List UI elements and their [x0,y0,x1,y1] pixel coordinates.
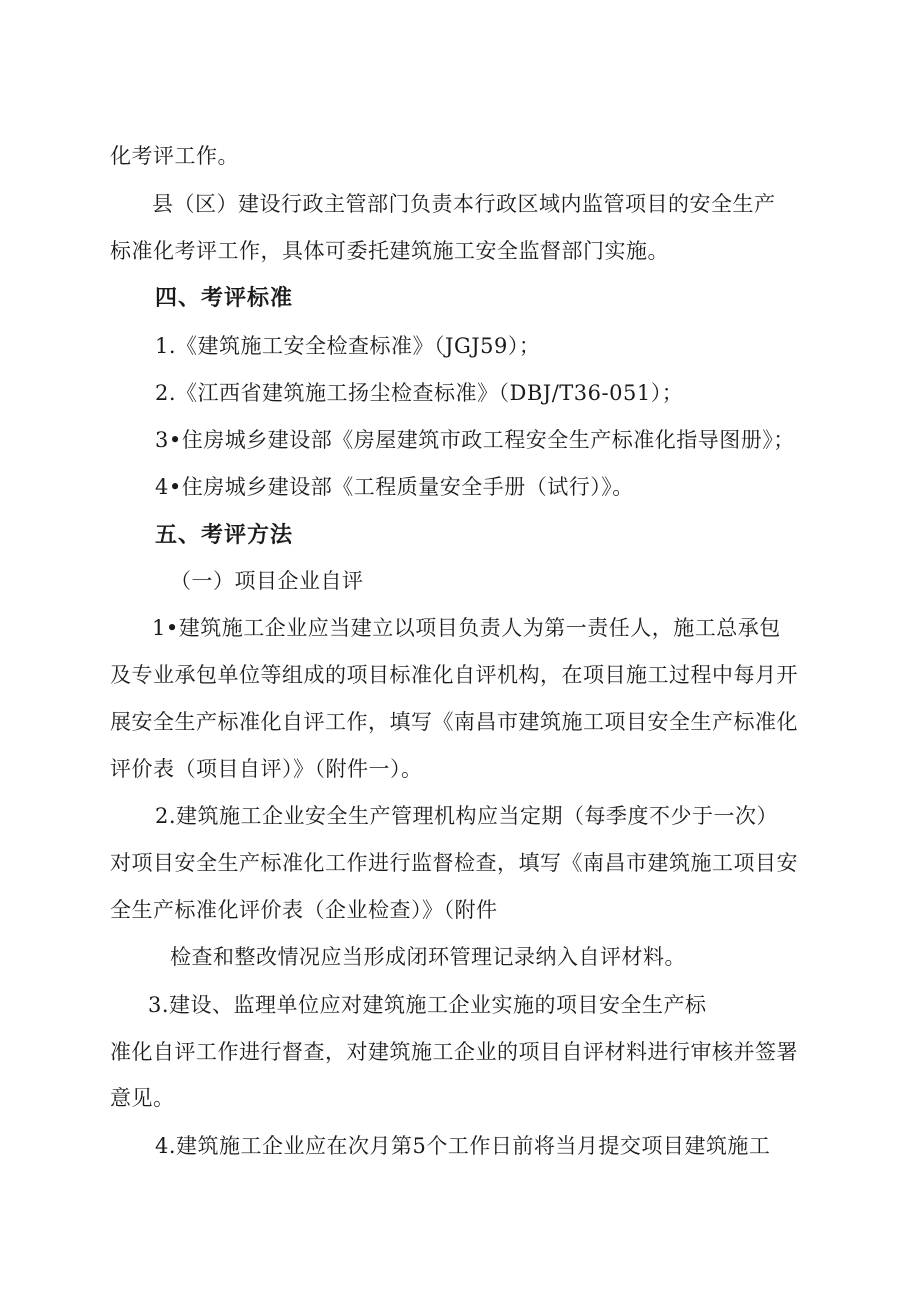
body-line: 1•建筑施工企业应当建立以项目负责人为第一责任人，施工总承包 [152,616,781,640]
body-line: 县（区）建设行政主管部门负责本行政区域内监管项目的安全生产 [152,192,776,216]
body-line: 展安全生产标准化自评工作，填写《南昌市建筑施工项目安全生产标准化 [110,710,798,734]
body-line: 3.建设、监理单位应对建筑施工企业实施的项目安全生产标 [148,993,707,1017]
body-line: 4.建筑施工企业应在次月第5个工作日前将当月提交项目建筑施工 [155,1134,771,1158]
list-item: 1.《建筑施工安全检查标准》（JGJ59）； [155,334,541,358]
body-line: 评价表（项目自评）》（附件一）。 [110,757,423,781]
body-line: 全生产标准化评价表（企业检查）》（附件 [110,898,498,922]
body-line: 2.建筑施工企业安全生产管理机构应当定期（每季度不少于一次） [155,804,779,828]
body-line: 对项目安全生产标准化工作进行监督检查，填写《南昌市建筑施工项目安 [110,851,798,875]
body-line: 意见。 [110,1086,175,1110]
section-heading: 五、考评方法 [155,523,294,548]
body-line: 准化自评工作进行督查，对建筑施工企业的项目自评材料进行审核并签署 [110,1040,798,1064]
body-line: 检查和整改情况应当形成闭环管理记录纳入自评材料。 [170,945,686,969]
section-heading: 四、考评标准 [155,286,294,311]
body-line: 化考评工作。 [110,144,239,168]
body-line: 标准化考评工作，具体可委托建筑施工安全监督部门实施。 [110,239,669,263]
list-item: 2.《江西省建筑施工扬尘检查标准》（DBJ/T36-051）； [155,381,684,405]
subsection-heading: （一）项目企业自评 [170,569,364,593]
list-item: 3•住房城乡建设部《房屋建筑市政工程安全生产标准化指导图册》； [155,428,795,452]
list-item: 4•住房城乡建设部《工程质量安全手册（试行）》。 [155,475,634,499]
body-line: 及专业承包单位等组成的项目标准化自评机构，在项目施工过程中每月开 [110,663,798,687]
